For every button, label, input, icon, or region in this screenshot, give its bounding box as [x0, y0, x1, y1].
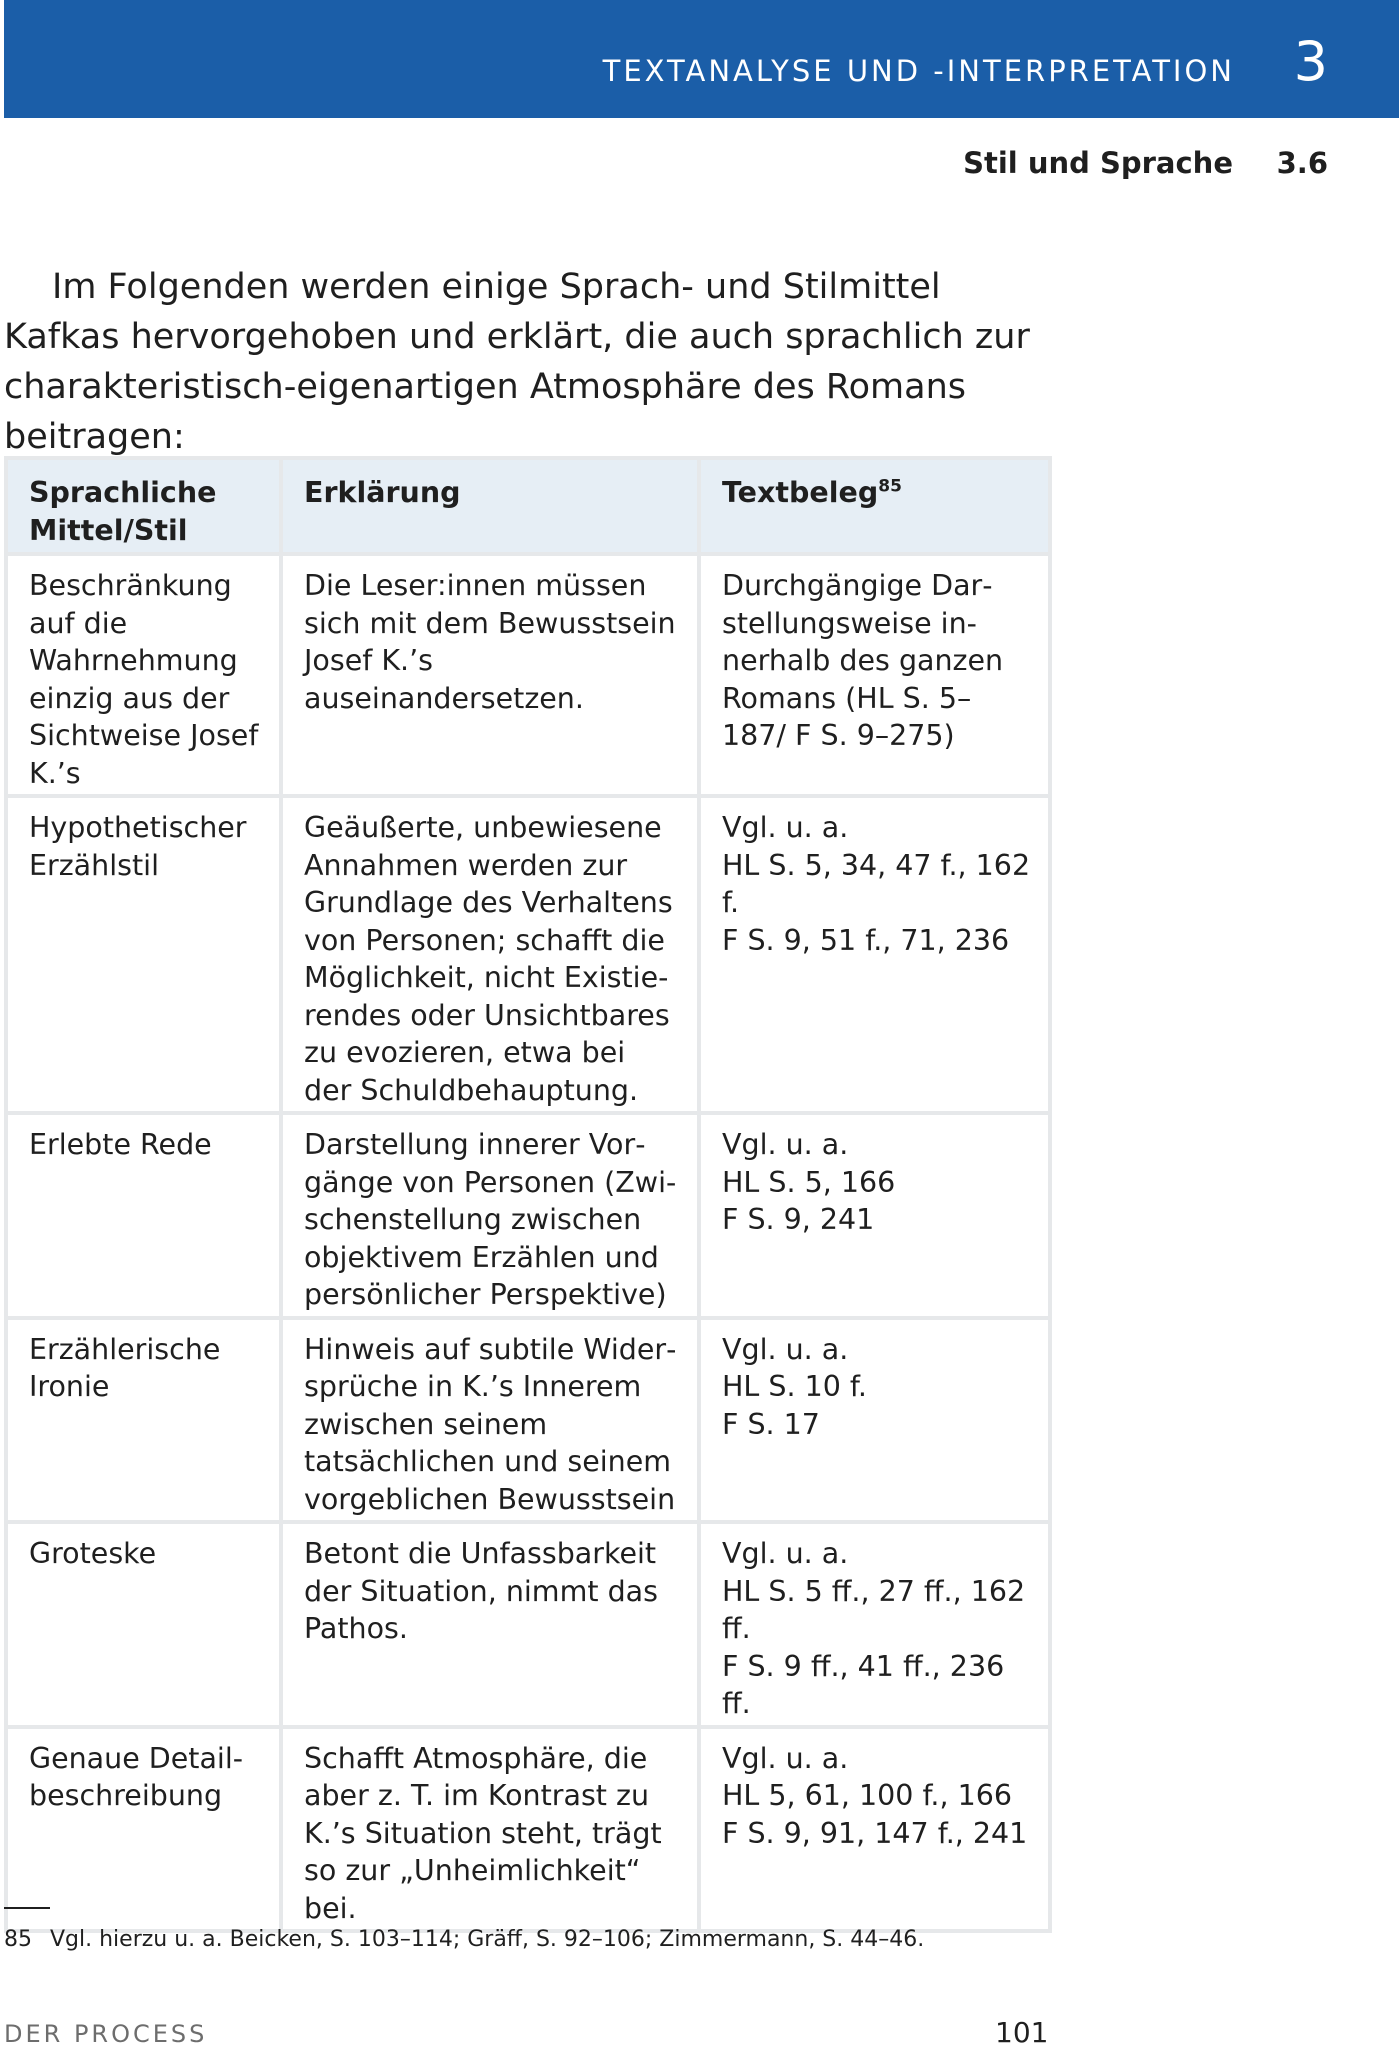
cell-mittel-line: Genaue Detailbeschreibung	[29, 1741, 244, 1812]
column-header-textbeleg	[699, 458, 1050, 554]
section-title: Stil und Sprache	[963, 146, 1233, 180]
cell-erklaerung-line: Schafft Atmosphäre, die aber z. T. im Kontrast zu K.’s Situation steht, trägt so zur „Unheimlichkeit“ bei.	[304, 1741, 662, 1925]
column-header-erklaerung	[281, 458, 699, 554]
cell-textbeleg-line: F S. 9, 241	[722, 1203, 875, 1236]
cell-erklaerung	[281, 1113, 699, 1318]
cell-textbeleg	[699, 1727, 1050, 1932]
cell-textbeleg	[699, 796, 1050, 1113]
cell-mittel	[6, 1727, 281, 1932]
cell-textbeleg-line: HL S. 10 f.	[722, 1370, 867, 1403]
chapter-title: TEXTANALYSE UND -INTERPRETATION	[602, 54, 1235, 88]
cell-textbeleg-line: Vgl. u. a.	[722, 1128, 849, 1161]
cell-textbeleg	[699, 1318, 1050, 1523]
cell-textbeleg-line: Durchgängige Darstellungsweise innerhalb des ganzen Romans (HL S. 5–187/ F S. 9–275)	[722, 569, 1004, 752]
chapter-header-bar	[4, 0, 1399, 118]
cell-textbeleg-line: HL S. 5, 34, 47 f., 162 f.	[722, 848, 1031, 919]
table-row	[6, 1318, 1050, 1523]
cell-textbeleg-line: HL 5, 61, 100 f., 166	[722, 1779, 1012, 1812]
cell-erklaerung-line: Betont die Unfassbarkeit der Situation, nimmt das Pathos.	[304, 1537, 658, 1645]
cell-mittel	[6, 554, 281, 796]
cell-erklaerung	[281, 1318, 699, 1523]
page-number: 101	[995, 2016, 1049, 2049]
cell-mittel-line: Erlebte Rede	[29, 1128, 212, 1161]
cell-mittel	[6, 796, 281, 1113]
footnote	[4, 1927, 924, 1952]
cell-mittel	[6, 1522, 281, 1727]
cell-textbeleg	[699, 1522, 1050, 1727]
cell-textbeleg-line: F S. 9, 51 f., 71, 236	[722, 923, 1010, 957]
table-row	[6, 796, 1050, 1113]
section-number: 3.6	[1276, 146, 1328, 180]
style-devices-table	[4, 456, 1052, 1933]
cell-mittel-line: Hypothetischer Erzählstil	[29, 811, 247, 882]
cell-erklaerung	[281, 796, 699, 1113]
intro-paragraph: Im Folgenden werden einige Sprach- und Stilmittel Kafkas hervorgehoben und erklärt, die auch sprachlich zur charakteristisch-eigenartigen Atmosphäre des Romans beitragen:	[4, 267, 1030, 457]
cell-mittel	[6, 1113, 281, 1318]
cell-mittel	[6, 1318, 281, 1523]
footer-book-title: DER PROCESS	[4, 2020, 208, 2048]
column-header-label: Textbeleg	[722, 476, 879, 509]
table-row	[6, 554, 1050, 796]
cell-erklaerung-line: Geäußerte, unbewiesene Annahmen werden zur Grundlage des Verhaltens von Personen; schafft die Möglichkeit, nicht Existierendes oder Unsichtbares zu evozieren, etwa bei der Schuldbehauptung.	[304, 811, 673, 1107]
column-header-label: Erklärung	[304, 476, 461, 509]
cell-textbeleg-line: HL S. 5 ff., 27 ff., 162 ff.	[722, 1574, 1026, 1645]
cell-textbeleg-line: F S. 9, 91, 147 f., 241	[722, 1816, 1028, 1850]
cell-textbeleg	[699, 554, 1050, 796]
cell-textbeleg-line: Vgl. u. a.	[722, 811, 849, 844]
cell-textbeleg-line: Vgl. u. a.	[722, 1741, 849, 1775]
cell-erklaerung	[281, 554, 699, 796]
cell-mittel-line: Erzählerische Ironie	[29, 1332, 221, 1403]
cell-erklaerung-line: Darstellung innerer Vorgänge von Personen (Zwischenstellung zwischen objektivem Erzählen und persönlicher Perspektive)	[304, 1128, 677, 1311]
footnote-text: Vgl. hierzu u. a. Beicken, S. 103–114; Gräff, S. 92–106; Zimmermann, S. 44–46.	[50, 1927, 925, 1952]
table-body	[6, 554, 1050, 1931]
cell-textbeleg-line: Vgl. u. a.	[722, 1537, 849, 1570]
footnote-number: 85	[4, 1927, 32, 1952]
chapter-number: 3	[1293, 30, 1328, 93]
table-header-row	[6, 458, 1050, 554]
column-header-mittel	[6, 458, 281, 554]
cell-erklaerung	[281, 1727, 699, 1932]
footnote-reference: 85	[878, 476, 902, 497]
cell-erklaerung	[281, 1522, 699, 1727]
cell-textbeleg-line: F S. 9 ff., 41 ff., 236 ff.	[722, 1649, 1005, 1720]
table-row	[6, 1113, 1050, 1318]
table-row	[6, 1727, 1050, 1932]
cell-mittel-line: Beschränkung auf die Wahrnehmung einzig aus der Sichtweise Josef K.’s	[29, 569, 259, 790]
cell-textbeleg	[699, 1113, 1050, 1318]
table-row	[6, 1522, 1050, 1727]
column-header-label: Sprachliche Mittel/Stil	[29, 476, 217, 547]
cell-erklaerung-line: Die Leser:innen müssen sich mit dem Bewusstsein Josef K.’s auseinandersetzen.	[304, 569, 676, 715]
cell-textbeleg-line: F S. 17	[722, 1407, 820, 1441]
cell-textbeleg-line: Vgl. u. a.	[722, 1332, 849, 1366]
footnote-divider	[4, 1907, 50, 1909]
cell-erklaerung-line: Hinweis auf subtile Widersprüche in K.’s Innerem zwischen seinem tatsächlichen und seinem vorgeblichen Bewusstsein	[304, 1332, 677, 1516]
cell-textbeleg-line: HL S. 5, 166	[722, 1165, 896, 1199]
cell-mittel-line: Groteske	[29, 1537, 157, 1570]
